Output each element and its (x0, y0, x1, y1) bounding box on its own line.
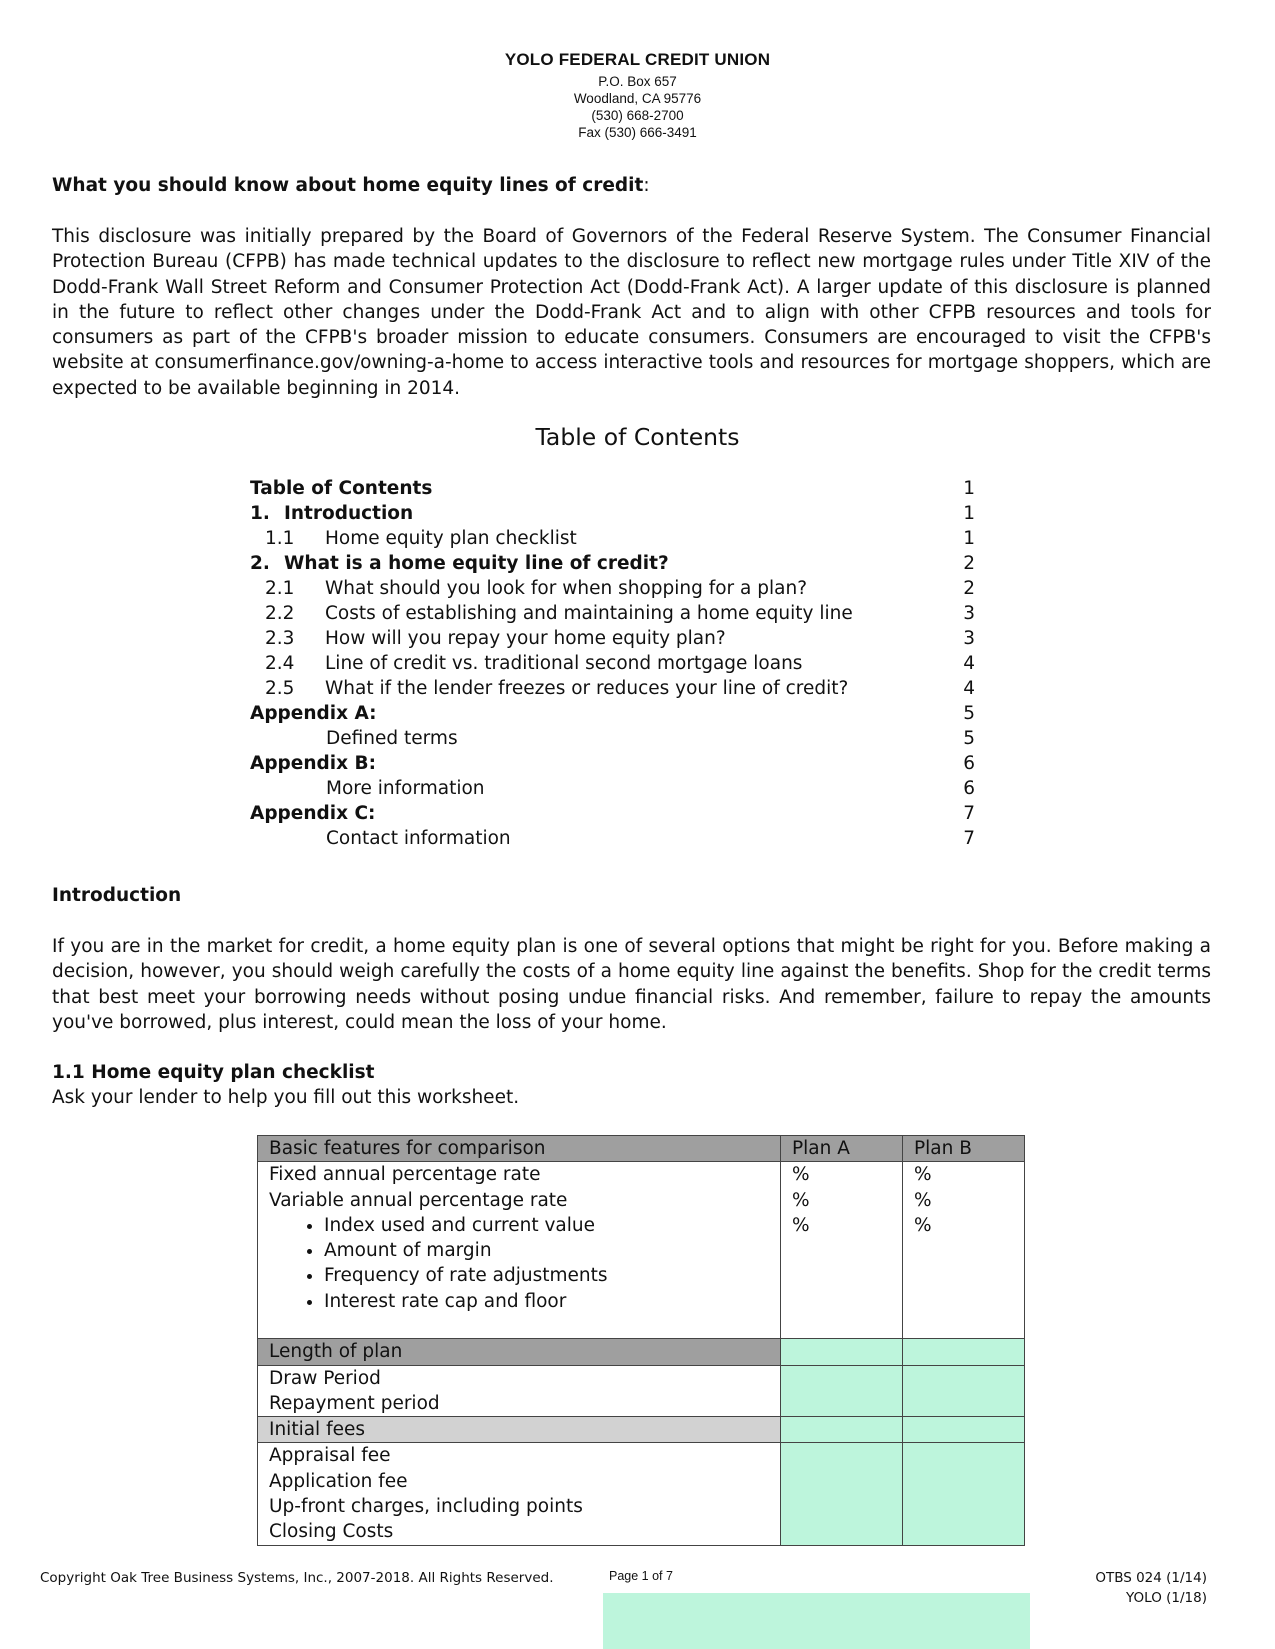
toc-entry-number: 1. (250, 503, 270, 524)
plan-b-length-cell[interactable] (903, 1339, 1025, 1365)
toc-entry[interactable] (250, 753, 975, 778)
plan-b-period-cell[interactable] (903, 1365, 1025, 1417)
rates-cell (258, 1162, 781, 1339)
address-city: Woodland, CA 95776 (573, 91, 702, 106)
address-po-box: P.O. Box 657 (598, 74, 677, 89)
length-rows-cell (258, 1365, 781, 1417)
checklist-heading: 1.1 Home equity plan checklist (52, 1062, 375, 1083)
list-item: • Index used and current value (324, 1213, 769, 1238)
percent-sign: % (792, 1214, 810, 1236)
toc-entry-page: 1 (963, 503, 975, 524)
col-plan-a-header: Plan A (781, 1136, 903, 1162)
toc-entry-number: 2.5 (265, 678, 295, 699)
toc-entry-label: What should you look for when shopping for a plan? (325, 578, 808, 599)
toc-entry-label: Contact information (326, 828, 511, 849)
table-row-fees (258, 1443, 1025, 1545)
fee-item: Application fee (269, 1470, 408, 1492)
toc-entry-label: Home equity plan checklist (325, 528, 577, 549)
footer-revision: YOLO (1/18) (1126, 1590, 1207, 1606)
toc-entry-number: 2. (250, 553, 270, 574)
plan-b-rates-cell[interactable] (903, 1162, 1025, 1339)
introduction-paragraph: If you are in the market for credit, a home equity plan is one of several options that might be right for you. Before making a decision, however, you should weigh carefully the costs of a home equity line against the benefits. Shop for the credit terms that best meet your borrowing needs without posing undue financial risks. And remember, failure to repay the amounts you've borrowed, plus interest, could mean the loss of your home. (52, 936, 1211, 1033)
toc-entry-page: 7 (963, 828, 975, 849)
toc-entry[interactable] (250, 503, 975, 528)
introduction-heading: Introduction (52, 885, 182, 906)
plan-a-period-cell[interactable] (781, 1365, 903, 1417)
fee-item: Appraisal fee (269, 1445, 391, 1467)
toc-entry-label: Appendix A: (250, 703, 377, 724)
toc-entry-page: 1 (963, 478, 975, 499)
length-item: Draw Period (269, 1367, 381, 1389)
toc-entry[interactable] (250, 803, 975, 828)
fax-number: Fax (530) 666-3491 (578, 125, 697, 140)
footer-copyright: Copyright Oak Tree Business Systems, Inc., 2007-2018. All Rights Reserved. (40, 1570, 554, 1586)
list-item: • Amount of margin (324, 1238, 769, 1263)
percent-sign: % (792, 1189, 810, 1211)
know-heading-text: What you should know about home equity lines of credit (52, 175, 644, 196)
toc-entry[interactable] (250, 728, 975, 753)
toc-entry-label: What is a home equity line of credit? (284, 553, 669, 574)
toc-entry[interactable] (250, 478, 975, 503)
plan-a-length-cell[interactable] (781, 1339, 903, 1365)
plan-b-fees-cell[interactable] (903, 1443, 1025, 1545)
table-header-row (258, 1136, 1025, 1162)
form-field-box[interactable] (603, 1593, 1030, 1649)
percent-sign: % (914, 1164, 932, 1186)
checklist-table (257, 1135, 1025, 1546)
list-item: • Frequency of rate adjustments (324, 1263, 769, 1288)
toc-entry[interactable] (250, 528, 975, 553)
toc-entry[interactable] (250, 553, 975, 578)
toc-entry-page: 2 (963, 553, 975, 574)
toc-entry[interactable] (250, 828, 975, 853)
toc-entry-page: 3 (963, 628, 975, 649)
col-features-header: Basic features for comparison (258, 1136, 781, 1162)
toc-entry-page: 4 (963, 678, 975, 699)
rate-item: Variable annual percentage rate (269, 1189, 568, 1211)
percent-sign: % (792, 1164, 810, 1186)
toc-entry-label: Appendix B: (250, 753, 376, 774)
toc-entry-label: Table of Contents (250, 478, 433, 499)
toc-entry-page: 2 (963, 578, 975, 599)
toc-entry-number: 1.1 (265, 528, 295, 549)
table-row-fees-heading (258, 1417, 1025, 1443)
table-row-rates (258, 1162, 1025, 1339)
toc-entry-number: 2.3 (265, 628, 295, 649)
toc-entry-number: 2.1 (265, 578, 295, 599)
toc-entry-page: 3 (963, 603, 975, 624)
plan-b-fees-heading-cell[interactable] (903, 1417, 1025, 1443)
toc-entry-page: 5 (963, 728, 975, 749)
fee-rows-cell (258, 1443, 781, 1545)
toc-entry-label: What if the lender freezes or reduces your line of credit? (325, 678, 849, 699)
length-item: Repayment period (269, 1392, 440, 1414)
toc-entry-label: Introduction (284, 503, 414, 524)
length-heading: Length of plan (258, 1339, 781, 1365)
toc-entry-page: 4 (963, 653, 975, 674)
toc-entry-label: Costs of establishing and maintaining a home equity line (325, 603, 853, 624)
footer-page-number: Page 1 of 7 (609, 1569, 673, 1583)
rate-item: Fixed annual percentage rate (269, 1164, 541, 1186)
plan-a-rates-cell[interactable] (781, 1162, 903, 1339)
toc-entry-label: How will you repay your home equity plan? (325, 628, 726, 649)
list-item: • Interest rate cap and floor (324, 1289, 769, 1314)
toc-entry[interactable] (250, 653, 975, 678)
toc-entry-number: 2.2 (265, 603, 295, 624)
toc-entry-page: 7 (963, 803, 975, 824)
rate-bullet-list (269, 1213, 769, 1314)
toc-entry-label: Defined terms (326, 728, 458, 749)
org-name: YOLO FEDERAL CREDIT UNION (504, 50, 771, 69)
toc-title: Table of Contents (535, 423, 740, 451)
footer-form-id: OTBS 024 (1/14) (1095, 1570, 1207, 1586)
percent-sign: % (914, 1214, 932, 1236)
plan-a-fees-heading-cell[interactable] (781, 1417, 903, 1443)
fee-item: Up-front charges, including points (269, 1496, 583, 1518)
table-row-length-heading (258, 1339, 1025, 1365)
toc-entry[interactable] (250, 678, 975, 703)
toc-entry-label: Appendix C: (250, 803, 376, 824)
know-heading-colon: : (643, 175, 650, 196)
fees-heading: Initial fees (258, 1417, 781, 1443)
plan-a-fees-cell[interactable] (781, 1443, 903, 1545)
checklist-instruction: Ask your lender to help you fill out this worksheet. (52, 1087, 520, 1108)
toc-entry-number: 2.4 (265, 653, 295, 674)
toc-entry-page: 6 (963, 778, 975, 799)
know-heading (52, 175, 650, 196)
toc-entry-page: 1 (963, 528, 975, 549)
col-plan-b-header: Plan B (903, 1136, 1025, 1162)
toc-entry[interactable] (250, 578, 975, 603)
percent-sign: % (914, 1189, 932, 1211)
disclosure-paragraph: This disclosure was initially prepared by the Board of Governors of the Federal Reserve System. The Consumer Financial Protection Bureau (CFPB) has made technical updates to the disclosure to reflect new mortgage rules under Title XIV of the Dodd-Frank Wall Street Reform and Consumer Protection Act (Dodd-Frank Act). A larger update of this disclosure is planned in the future to reflect other changes under the Dodd-Frank Act and to align with other CFPB resources and tools for consumers as part of the CFPB's broader mission to educate consumers. Consumers are encouraged to visit the CFPB's website at consumerfinance.gov/owning-a-home to access interactive tools and resources for mortgage shoppers, which are expected to be available beginning in 2014. (52, 226, 1211, 399)
phone-number: (530) 668-2700 (591, 108, 684, 123)
toc-entry[interactable] (250, 778, 975, 803)
toc-entry-label: Line of credit vs. traditional second mortgage loans (325, 653, 803, 674)
toc-entry[interactable] (250, 628, 975, 653)
toc-entry-page: 6 (963, 753, 975, 774)
toc-entry-label: More information (326, 778, 485, 799)
toc-entry[interactable] (250, 603, 975, 628)
toc-entry[interactable] (250, 703, 975, 728)
toc-entry-page: 5 (963, 703, 975, 724)
fee-item: Closing Costs (269, 1521, 394, 1543)
table-row-length (258, 1365, 1025, 1417)
